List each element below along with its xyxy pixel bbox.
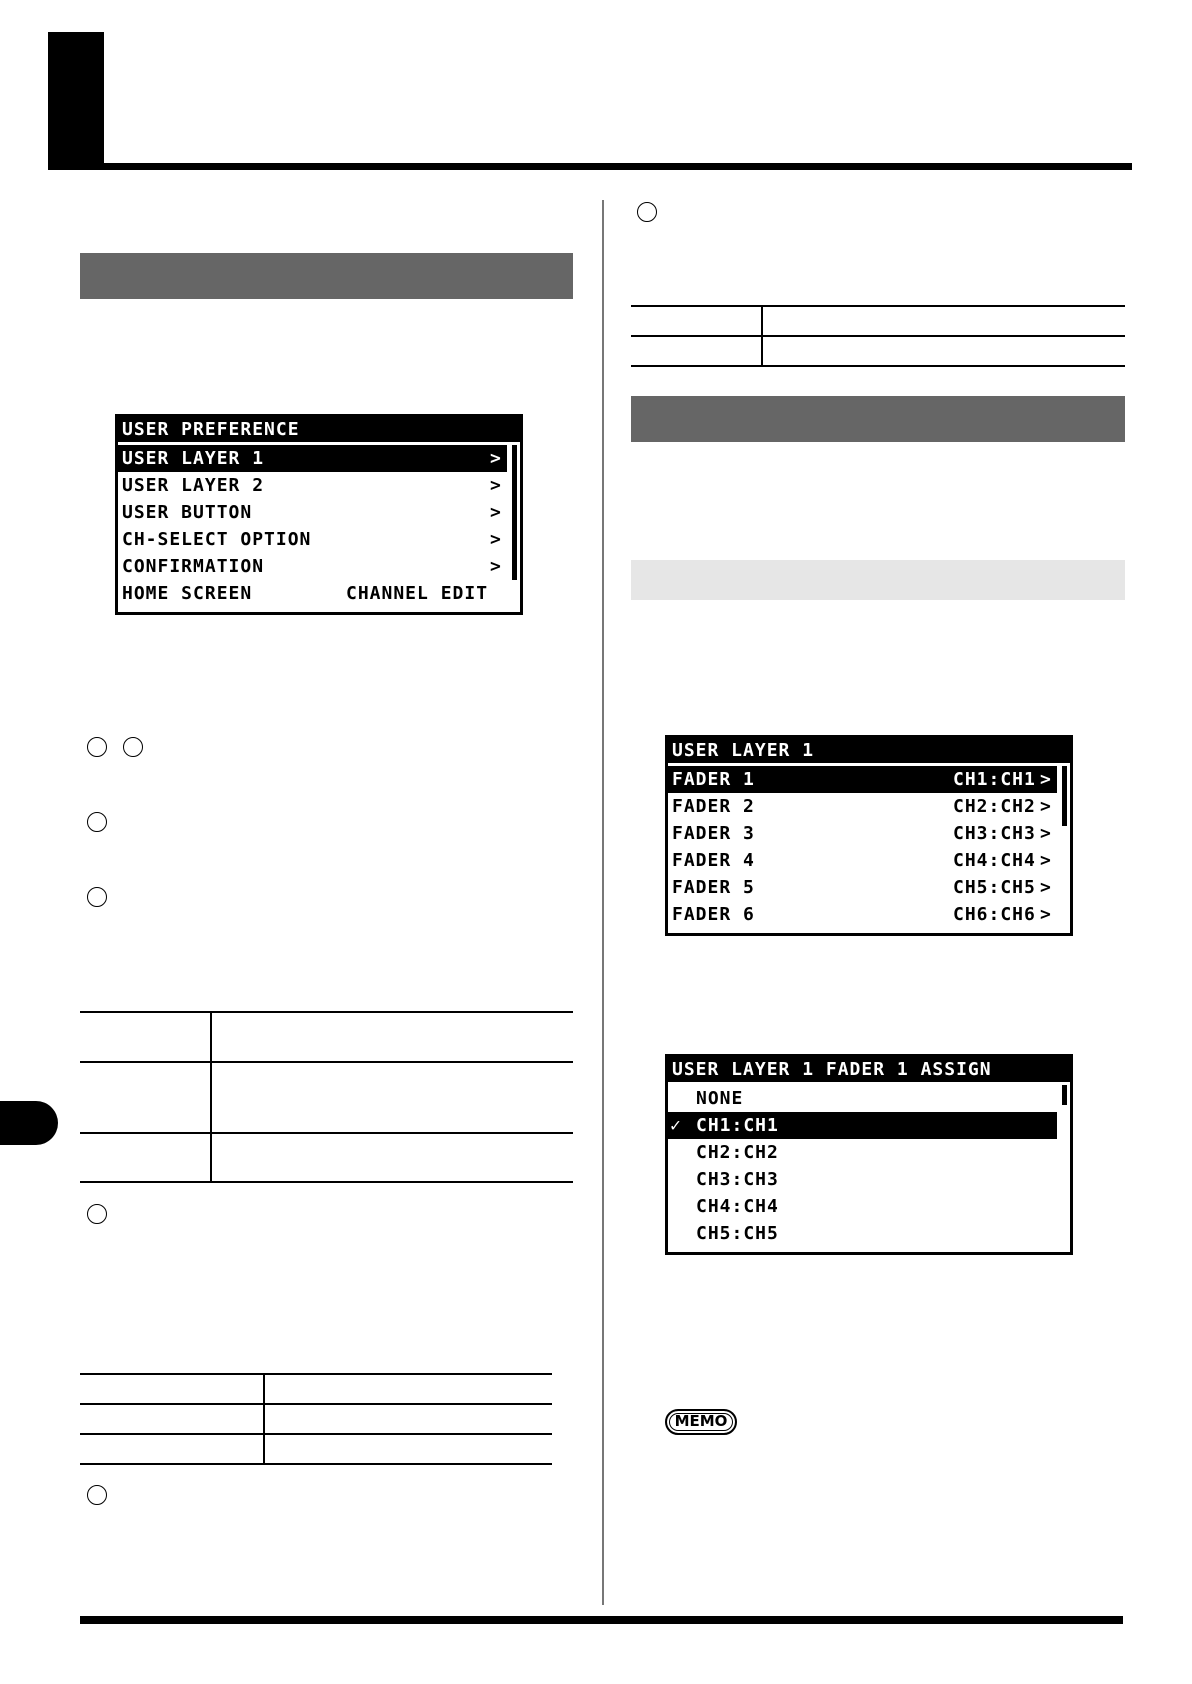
menu-item-ch-select-option[interactable] xyxy=(118,526,507,553)
menu-item-user-button[interactable] xyxy=(118,499,507,526)
chapter-block xyxy=(48,32,104,167)
table-rule xyxy=(80,1463,552,1465)
menu-item-confirmation[interactable] xyxy=(118,553,507,580)
chapter-side-tab xyxy=(0,1101,58,1145)
menu-item-label: USER BUTTON xyxy=(122,502,253,523)
menu-item-label: USER LAYER 1 xyxy=(122,448,265,469)
step-marker xyxy=(637,202,657,222)
menu-item-value: CHANNEL EDIT xyxy=(346,583,489,604)
chevron-right-icon: > xyxy=(1040,877,1052,898)
table-column-divider xyxy=(761,305,763,366)
table-rule xyxy=(80,1011,573,1013)
section-heading-bar-1 xyxy=(80,253,573,299)
lcd-fader-assign xyxy=(665,1054,1073,1255)
fader-row[interactable] xyxy=(668,847,1057,874)
column-divider xyxy=(602,200,604,1605)
fader-row[interactable] xyxy=(668,793,1057,820)
footer-rule xyxy=(80,1616,1123,1624)
section-heading-bar-2 xyxy=(631,396,1125,442)
fader-assignment: CH3:CH3 xyxy=(953,823,1036,844)
assign-option[interactable] xyxy=(668,1193,1057,1220)
fader-label: FADER 5 xyxy=(672,877,755,898)
fader-assignment: CH2:CH2 xyxy=(953,796,1036,817)
assign-option[interactable] xyxy=(668,1085,1057,1112)
assign-option-label: CH1:CH1 xyxy=(696,1115,779,1136)
parameter-table-2 xyxy=(80,1373,552,1465)
menu-item-label: CONFIRMATION xyxy=(122,556,265,577)
table-column-divider xyxy=(210,1011,212,1182)
step-marker xyxy=(87,737,107,757)
menu-item-home-screen[interactable] xyxy=(118,580,507,607)
header-rule xyxy=(48,163,1132,170)
chevron-right-icon: > xyxy=(1040,823,1052,844)
step-marker xyxy=(87,1204,107,1224)
fader-label: FADER 3 xyxy=(672,823,755,844)
assign-option-label: CH5:CH5 xyxy=(696,1223,779,1244)
memo-icon: MEMO xyxy=(665,1409,737,1435)
fader-label: FADER 4 xyxy=(672,850,755,871)
menu-item-label: USER LAYER 2 xyxy=(122,475,265,496)
table-column-divider xyxy=(263,1373,265,1464)
check-icon: ✓ xyxy=(670,1115,682,1136)
menu-item-user-layer-2[interactable] xyxy=(118,472,507,499)
fader-label: FADER 1 xyxy=(672,769,755,790)
assign-option[interactable] xyxy=(668,1166,1057,1193)
chevron-right-icon: > xyxy=(490,529,502,550)
fader-row[interactable] xyxy=(668,766,1057,793)
table-rule xyxy=(631,365,1125,367)
table-rule xyxy=(80,1403,552,1405)
fader-row[interactable] xyxy=(668,820,1057,847)
scrollbar[interactable] xyxy=(512,445,517,580)
assign-option[interactable] xyxy=(668,1139,1057,1166)
assign-option[interactable] xyxy=(668,1220,1057,1247)
subsection-heading-bar xyxy=(631,560,1125,600)
table-rule xyxy=(80,1181,573,1183)
chevron-right-icon: > xyxy=(490,448,502,469)
fader-assignment: CH6:CH6 xyxy=(953,904,1036,925)
menu-item-label: CH-SELECT OPTION xyxy=(122,529,312,550)
step-marker xyxy=(123,737,143,757)
fader-label: FADER 6 xyxy=(672,904,755,925)
chevron-right-icon: > xyxy=(490,502,502,523)
scrollbar[interactable] xyxy=(1062,1085,1067,1105)
fader-assignment: CH1:CH1 xyxy=(953,769,1036,790)
chevron-right-icon: > xyxy=(1040,904,1052,925)
chevron-right-icon: > xyxy=(1040,796,1052,817)
lcd-title: USER LAYER 1 xyxy=(668,738,1070,763)
parameter-table-1 xyxy=(80,1011,573,1183)
table-rule xyxy=(80,1433,552,1435)
lcd-user-layer xyxy=(665,735,1073,936)
table-rule xyxy=(80,1132,573,1134)
chevron-right-icon: > xyxy=(490,556,502,577)
scrollbar[interactable] xyxy=(1062,766,1067,826)
lcd-title: USER PREFERENCE xyxy=(118,417,520,442)
step-marker xyxy=(87,812,107,832)
chevron-right-icon: > xyxy=(490,475,502,496)
step-marker xyxy=(87,887,107,907)
lcd-title: USER LAYER 1 FADER 1 ASSIGN xyxy=(668,1057,1070,1082)
assign-option[interactable] xyxy=(668,1112,1057,1139)
step-marker xyxy=(87,1485,107,1505)
assign-option-label: CH2:CH2 xyxy=(696,1142,779,1163)
table-rule xyxy=(80,1061,573,1063)
menu-item-user-layer-1[interactable] xyxy=(118,445,507,472)
parameter-table-3 xyxy=(631,305,1125,367)
fader-assignment: CH4:CH4 xyxy=(953,850,1036,871)
assign-option-label: CH3:CH3 xyxy=(696,1169,779,1190)
chevron-right-icon: > xyxy=(1040,850,1052,871)
assign-option-label: CH4:CH4 xyxy=(696,1196,779,1217)
fader-label: FADER 2 xyxy=(672,796,755,817)
fader-row[interactable] xyxy=(668,874,1057,901)
menu-item-label: HOME SCREEN xyxy=(122,583,253,604)
lcd-user-preference xyxy=(115,414,523,615)
fader-assignment: CH5:CH5 xyxy=(953,877,1036,898)
assign-option-label: NONE xyxy=(696,1088,744,1109)
table-rule xyxy=(80,1373,552,1375)
fader-row[interactable] xyxy=(668,901,1057,928)
chevron-right-icon: > xyxy=(1040,769,1052,790)
table-rule xyxy=(631,305,1125,307)
table-rule xyxy=(631,335,1125,337)
